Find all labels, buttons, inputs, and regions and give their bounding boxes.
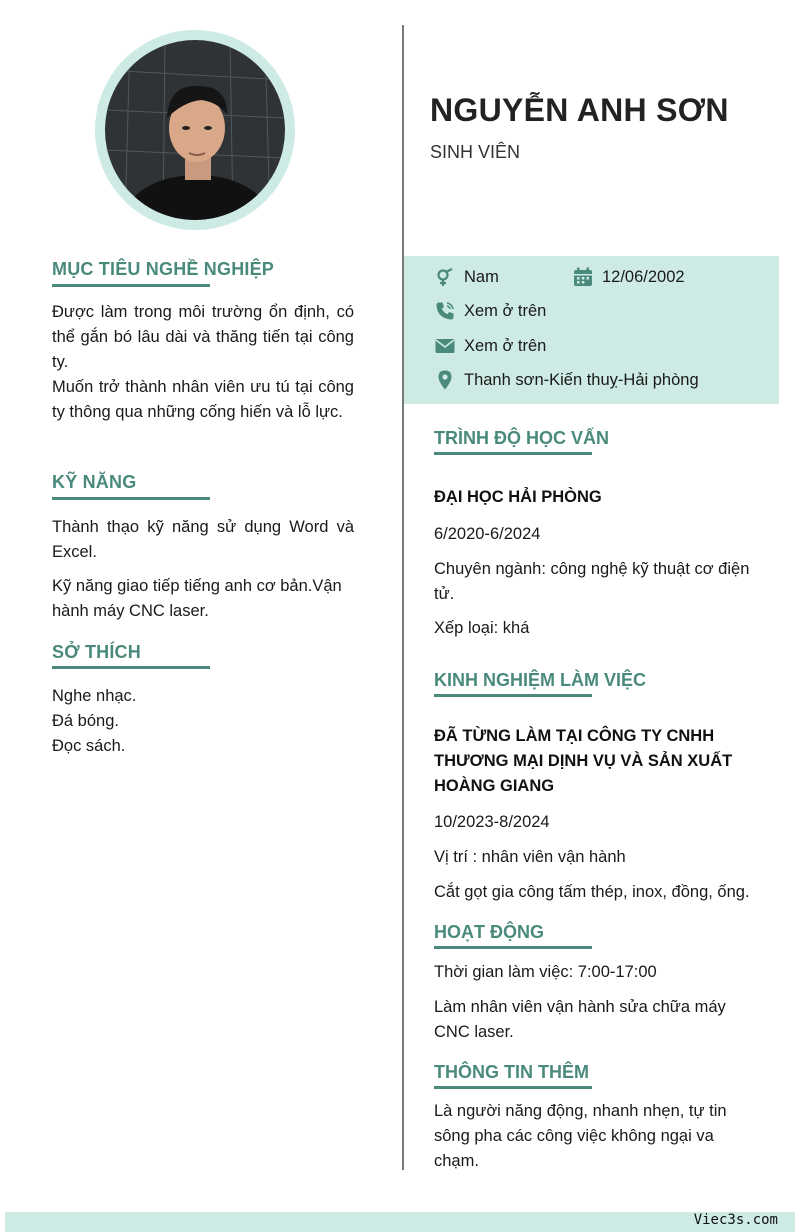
objective-p2: Muốn trở thành nhân viên ưu tú tại công ty thông qua những cống hiến và lỗ lực.	[52, 378, 354, 421]
extra-desc: Là người năng động, nhanh nhẹn, tự tin sông pha các công việc không ngại va chạm.	[434, 1102, 727, 1170]
hobby-item: Nghe nhạc.	[52, 687, 137, 705]
location-pin-icon	[434, 369, 456, 391]
experience-company: ĐÃ TỪNG LÀM TẠI CÔNG TY CNHH THƯƠNG MẠI DỊNH VỤ VÀ SẢN XUẤT HOÀNG GIANG	[434, 727, 733, 795]
watermark: Viec3s.com	[693, 1212, 778, 1228]
activities-desc: Làm nhân viên vận hành sửa chữa máy CNC laser.	[434, 998, 726, 1041]
skills-p2: Kỹ năng giao tiếp tiếng anh cơ bản.Vận hành máy CNC laser.	[52, 577, 342, 620]
email-row	[434, 335, 546, 357]
activities-rule	[434, 946, 592, 949]
phone-row	[434, 300, 546, 322]
experience-position: Vị trí : nhân viên vận hành	[434, 848, 626, 866]
phone-value: Xem ở trên	[464, 301, 547, 320]
email-value: Xem ở trên	[464, 336, 547, 355]
education-grade: Xếp loại: khá	[434, 619, 530, 637]
education-school: ĐẠI HỌC HẢI PHÒNG	[434, 488, 602, 506]
education-major: Chuyên ngành: công nghệ kỹ thuật cơ điện tử.	[434, 560, 750, 603]
gender-value: Nam	[464, 267, 499, 286]
education-title: TRÌNH ĐỘ HỌC VẤN	[434, 428, 609, 448]
candidate-name: NGUYỄN ANH SƠN	[430, 92, 729, 128]
address-value: Thanh sơn-Kiến thuỵ-Hải phòng	[464, 370, 699, 389]
skills-rule	[52, 497, 210, 500]
experience-rule	[434, 694, 592, 697]
phone-icon	[434, 300, 456, 322]
hobbies-title: SỞ THÍCH	[52, 642, 141, 662]
hobby-item: Đá bóng.	[52, 712, 119, 730]
hobby-item: Đọc sách.	[52, 737, 126, 755]
extra-title: THÔNG TIN THÊM	[434, 1062, 589, 1082]
candidate-role: SINH VIÊN	[430, 142, 521, 162]
avatar-ring	[95, 30, 295, 230]
address-row	[434, 369, 699, 391]
contact-box	[404, 256, 779, 404]
objective-p1: Được làm trong môi trường ổn định, có thể gắn bó lâu dài và thăng tiến tại công ty.	[52, 303, 354, 371]
column-divider	[402, 25, 404, 1170]
experience-task: Cắt gọt gia công tấm thép, inox, đồng, ống.	[434, 883, 750, 901]
activities-hours: Thời gian làm việc: 7:00-17:00	[434, 963, 657, 981]
calendar-icon	[572, 266, 594, 288]
education-period: 6/2020-6/2024	[434, 525, 541, 543]
gender-icon	[434, 266, 456, 288]
skills-title: KỸ NĂNG	[52, 472, 137, 492]
birthdate-row	[572, 266, 685, 288]
experience-title: KINH NGHIỆM LÀM VIỆC	[434, 670, 647, 690]
hobbies-rule	[52, 666, 210, 669]
extra-rule	[434, 1086, 592, 1089]
experience-period: 10/2023-8/2024	[434, 813, 550, 831]
birthdate-value: 12/06/2002	[602, 267, 685, 286]
avatar	[105, 40, 285, 220]
footer-bar	[5, 1212, 795, 1232]
objective-title: MỤC TIÊU NGHỀ NGHIỆP	[52, 259, 275, 279]
activities-title: HOẠT ĐỘNG	[434, 922, 544, 942]
education-rule	[434, 452, 592, 455]
avatar-photo	[105, 40, 285, 220]
gender-row	[434, 266, 499, 288]
skills-p1: Thành thạo kỹ năng sử dụng Word và Excel.	[52, 518, 354, 561]
objective-rule	[52, 284, 210, 287]
email-icon	[434, 335, 456, 357]
